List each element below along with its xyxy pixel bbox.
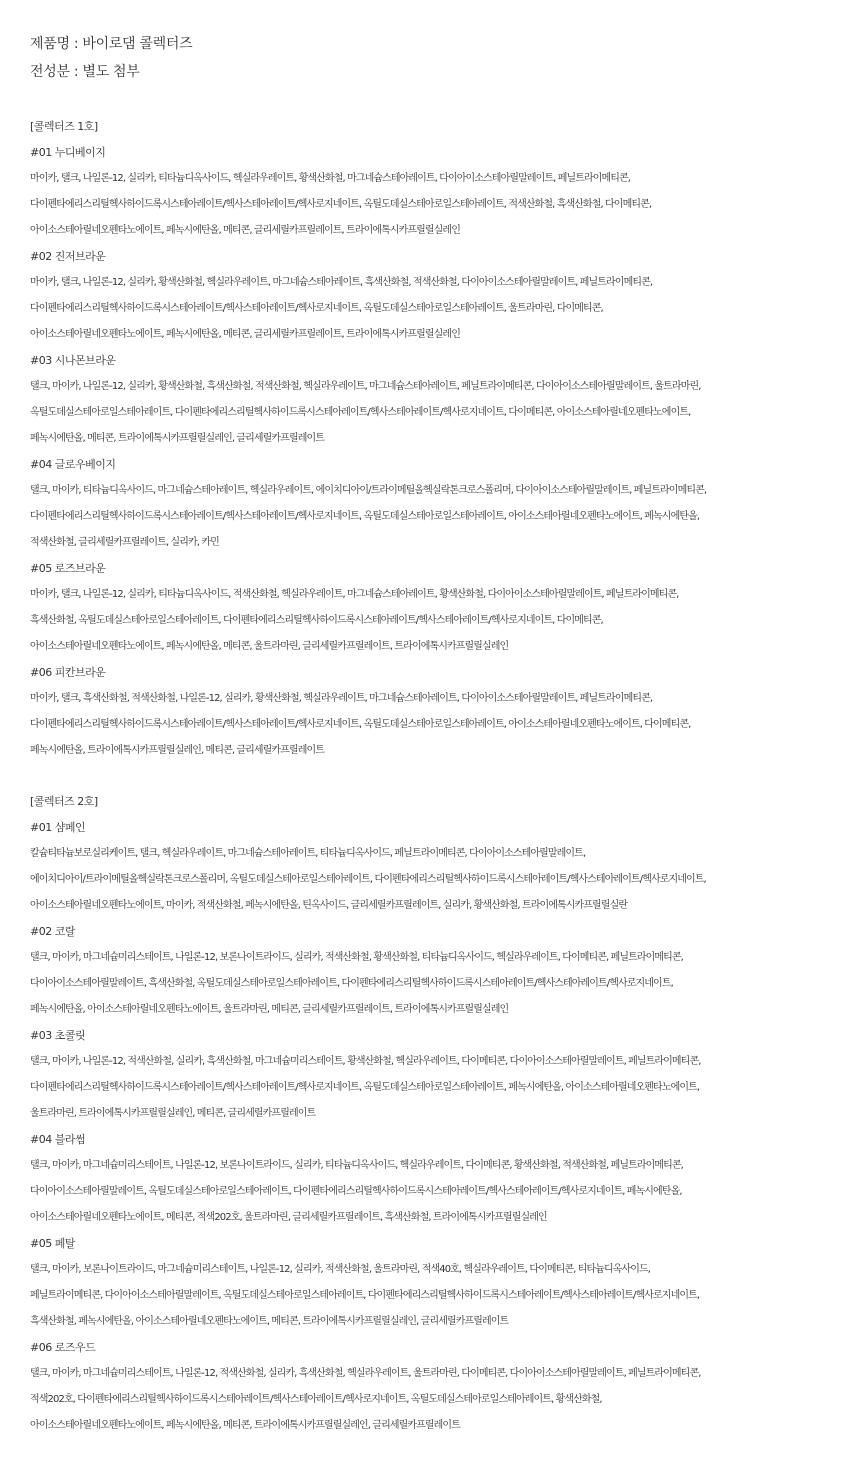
product-name: 제품명 : 바이로댐 콜렉터즈 (30, 36, 193, 52)
ingredient-line: 페녹시에탄올, 메티콘, 트라이에톡시카프릴릴실레인, 글리세릴카프릴레이트 (30, 433, 324, 444)
ingredient-line: 울트라마린, 트라이에톡시카프릴릴실레인, 메티콘, 글리세릴카프릴레이트 (30, 1108, 316, 1119)
ingredient-line: 페녹시에탄올, 트라이에톡시카프릴릴실레인, 메티콘, 글리세릴카프릴레이트 (30, 745, 324, 756)
shade-name: #05 페탈 (30, 1237, 75, 1250)
shade-name: #02 진저브라운 (30, 250, 106, 263)
ingredient-line: 탤크, 마이카, 마그네슘미리스테이트, 나일론-12, 보론나이트라이드, 실리카, 티타늄디옥사이드, 헥실라우레이트, 다이메티콘, 황색산화철, 적색산화철, 페닐트라이메티콘, (30, 1160, 683, 1171)
ingredient-line: 흑색산화철, 옥틸도데실스테아로일스테아레이트, 다이펜타에리스리틸헥사하이드록시스테아레이트/헥사스테아레이트/헥사로지네이트, 다이메티콘, (30, 615, 603, 626)
collection-section (30, 789, 836, 1439)
shade-entry (30, 1023, 836, 1127)
ingredient-line: 다이펜타에리스리틸헥사하이드록시스테아레이트/헥사스테아레이트/헥사로지네이트, 옥틸도데실스테아로일스테아레이트, 페녹시에탄올, 아이소스테아릴네오펜타노에이트, (30, 1082, 700, 1093)
shade-name: #04 블라썸 (30, 1133, 86, 1146)
ingredient-line: 마이카, 탤크, 나일론-12, 실리카, 티타늄디옥사이드, 적색산화철, 헥실라우레이트, 마그네슘스테아레이트, 황색산화철, 다이아이소스테아릴말레이트, 페닐트라이메티콘, (30, 589, 679, 600)
shade-entry (30, 1127, 836, 1231)
ingredient-line: 아이소스테아릴네오펜타노에이트, 페녹시에탄올, 메티콘, 글리세릴카프릴레이트, 트라이에톡시카프릴릴실레인 (30, 225, 460, 236)
shade-entry (30, 1231, 836, 1335)
ingredient-line: 아이소스테아릴네오펜타노에이트, 메티콘, 적색202호, 울트라마린, 글리세릴카프릴레이트, 흑색산화철, 트라이에톡시카프릴릴실레인 (30, 1212, 547, 1223)
ingredient-line: 탤크, 마이카, 마그네슘미리스테이트, 나일론-12, 보론나이트라이드, 실리카, 적색산화철, 황색산화철, 티타늄디옥사이드, 헥실라우레이트, 다이메티콘, 페닐트라이메티콘, (30, 952, 683, 963)
ingredient-sections (30, 114, 836, 1439)
shade-name: #04 글로우베이지 (30, 458, 116, 471)
shade-entry (30, 815, 836, 919)
collection-title: [콜렉터즈 1호] (30, 120, 98, 133)
ingredient-line: 페닐트라이메티콘, 다이아이소스테아릴말레이트, 옥틸도데실스테아로일스테아레이트, 다이펜타에리스리틸헥사하이드록시스테아레이트/헥사스테아레이트/헥사로지네이트, (30, 1290, 700, 1301)
ingredient-line: 옥틸도데실스테아로일스테아레이트, 다이펜타에리스리틸헥사하이드록시스테아레이트/헥사스테아레이트/헥사로지네이트, 다이메티콘, 아이소스테아릴네오펜타노에이트, (30, 407, 691, 418)
ingredient-line: 탤크, 마이카, 마그네슘미리스테이트, 나일론-12, 적색산화철, 실리카, 흑색산화철, 헥실라우레이트, 울트라마린, 다이메티콘, 다이아이소스테아릴말레이트, 페닐트라이메티콘, (30, 1368, 701, 1379)
collection-title: [콜렉터즈 2호] (30, 795, 98, 808)
ingredient-line: 적색202호, 다이펜타에리스리틸헥사하이드록시스테아레이트/헥사스테아레이트/헥사로지네이트, 옥틸도데실스테아로일스테아레이트, 황색산화철, (30, 1394, 602, 1405)
shade-name: #03 초콜릿 (30, 1029, 86, 1042)
ingredient-line: 다이펜타에리스리틸헥사하이드록시스테아레이트/헥사스테아레이트/헥사로지네이트, 옥틸도데실스테아로일스테아레이트, 아이소스테아릴네오펜타노에이트, 다이메티콘, (30, 719, 691, 730)
shade-name: #01 샴페인 (30, 821, 86, 834)
ingredient-line: 에이치디아이/트라이메틸올헥실락톤크로스폴리머, 옥틸도데실스테아로일스테아레이트, 다이펜타에리스리틸헥사하이드록시스테아레이트/헥사스테아레이트/헥사로지네이트, (30, 874, 706, 885)
shade-entry (30, 244, 836, 348)
ingredient-line: 탤크, 마이카, 나일론-12, 실리카, 황색산화철, 흑색산화철, 적색산화철, 헥실라우레이트, 마그네슘스테아레이트, 페닐트라이메티콘, 다이아이소스테아릴말레이트, 울트라마린, (30, 381, 701, 392)
ingredient-line: 아이소스테아릴네오펜타노에이트, 페녹시에탄올, 메티콘, 울트라마린, 글리세릴카프릴레이트, 트라이에톡시카프릴릴실레인 (30, 641, 509, 652)
ingredient-line: 아이소스테아릴네오펜타노에이트, 마이카, 적색산화철, 페녹시에탄올, 틴옥사이드, 글리세릴카프릴레이트, 실리카, 황색산화철, 트라이에톡시카프릴릴실란 (30, 900, 628, 911)
product-header (30, 30, 836, 86)
ingredient-line: 다이펜타에리스리틸헥사하이드록시스테아레이트/헥사스테아레이트/헥사로지네이트, 옥틸도데실스테아로일스테아레이트, 울트라마린, 다이메티콘, (30, 303, 603, 314)
ingredient-line: 탤크, 마이카, 나일론-12, 적색산화철, 실리카, 흑색산화철, 마그네슘미리스테이트, 황색산화철, 헥실라우레이트, 다이메티콘, 다이아이소스테아릴말레이트, 페닐트라이메티콘, (30, 1056, 701, 1067)
collection-section (30, 114, 836, 764)
shade-entry (30, 1335, 836, 1439)
ingredient-line: 다이아이소스테아릴말레이트, 흑색산화철, 옥틸도데실스테아로일스테아레이트, 다이펜타에리스리틸헥사하이드록시스테아레이트/헥사스테아레이트/헥사로지네이트, (30, 978, 673, 989)
full-ingredients-note: 전성분 : 별도 첨부 (30, 64, 140, 80)
ingredient-line: 적색산화철, 글리세릴카프릴레이트, 실리카, 카민 (30, 537, 219, 548)
ingredient-line: 마이카, 탤크, 나일론-12, 실리카, 황색산화철, 헥실라우레이트, 마그네슘스테아레이트, 흑색산화철, 적색산화철, 다이아이소스테아릴말레이트, 페닐트라이메티콘, (30, 277, 653, 288)
ingredient-line: 마이카, 탤크, 흑색산화철, 적색산화철, 나일론-12, 실리카, 황색산화철, 헥실라우레이트, 마그네슘스테아레이트, 다이아이소스테아릴말레이트, 페닐트라이메티콘, (30, 693, 653, 704)
shade-name: #06 피칸브라운 (30, 666, 106, 679)
ingredient-line: 페녹시에탄올, 아이소스테아릴네오펜타노에이트, 울트라마린, 메티콘, 글리세릴카프릴레이트, 트라이에톡시카프릴릴실레인 (30, 1004, 509, 1015)
ingredient-line: 다이아이소스테아릴말레이트, 옥틸도데실스테아로일스테아레이트, 다이펜타에리스리틸헥사하이드록시스테아레이트/헥사스테아레이트/헥사로지네이트, 페녹시에탄올, (30, 1186, 682, 1197)
ingredient-line: 다이펜타에리스리틸헥사하이드록시스테아레이트/헥사스테아레이트/헥사로지네이트, 옥틸도데실스테아로일스테아레이트, 아이소스테아릴네오펜타노에이트, 페녹시에탄올, (30, 511, 700, 522)
shade-name: #01 누디베이지 (30, 146, 106, 159)
ingredient-line: 마이카, 탤크, 나일론-12, 실리카, 티타늄디옥사이드, 헥실라우레이트, 황색산화철, 마그네슘스테아레이트, 다이아이소스테아릴말레이트, 페닐트라이메티콘, (30, 173, 631, 184)
shade-entry (30, 556, 836, 660)
shade-entry (30, 140, 836, 244)
ingredient-line: 탤크, 마이카, 티타늄디옥사이드, 마그네슘스테아레이트, 헥실라우레이트, 에이치디아이/트라이메틸올헥실락톤크로스폴리머, 다이아이소스테아릴말레이트, 페닐트라이메티콘, (30, 485, 707, 496)
shade-name: #03 시나몬브라운 (30, 354, 116, 367)
ingredient-line: 칼슘티타늄보로실리케이트, 탤크, 헥실라우레이트, 마그네슘스테아레이트, 티타늄디옥사이드, 페닐트라이메티콘, 다이아이소스테아릴말레이트, (30, 848, 586, 859)
shade-name: #05 로즈브라운 (30, 562, 106, 575)
shade-entry (30, 660, 836, 764)
shade-name: #06 로즈우드 (30, 1341, 96, 1354)
ingredient-line: 아이소스테아릴네오펜타노에이트, 페녹시에탄올, 메티콘, 글리세릴카프릴레이트, 트라이에톡시카프릴릴실레인 (30, 329, 460, 340)
shade-entry (30, 452, 836, 556)
shade-entry (30, 919, 836, 1023)
ingredient-line: 탤크, 마이카, 보론나이트라이드, 마그네슘미리스테이트, 나일론-12, 실리카, 적색산화철, 울트라마린, 적색40호, 헥실라우레이트, 다이메티콘, 티타늄디옥사이드, (30, 1264, 651, 1275)
ingredient-line: 아이소스테아릴네오펜타노에이트, 페녹시에탄올, 메티콘, 트라이에톡시카프릴릴실레인, 글리세릴카프릴레이트 (30, 1420, 460, 1431)
shade-entry (30, 348, 836, 452)
shade-name: #02 코랄 (30, 925, 75, 938)
ingredient-line: 다이펜타에리스리틸헥사하이드록시스테아레이트/헥사스테아레이트/헥사로지네이트, 옥틸도데실스테아로일스테아레이트, 적색산화철, 흑색산화철, 다이메티콘, (30, 199, 652, 210)
ingredient-line: 흑색산화철, 페녹시에탄올, 아이소스테아릴네오펜타노에이트, 메티콘, 트라이에톡시카프릴릴실레인, 글리세릴카프릴레이트 (30, 1316, 509, 1327)
